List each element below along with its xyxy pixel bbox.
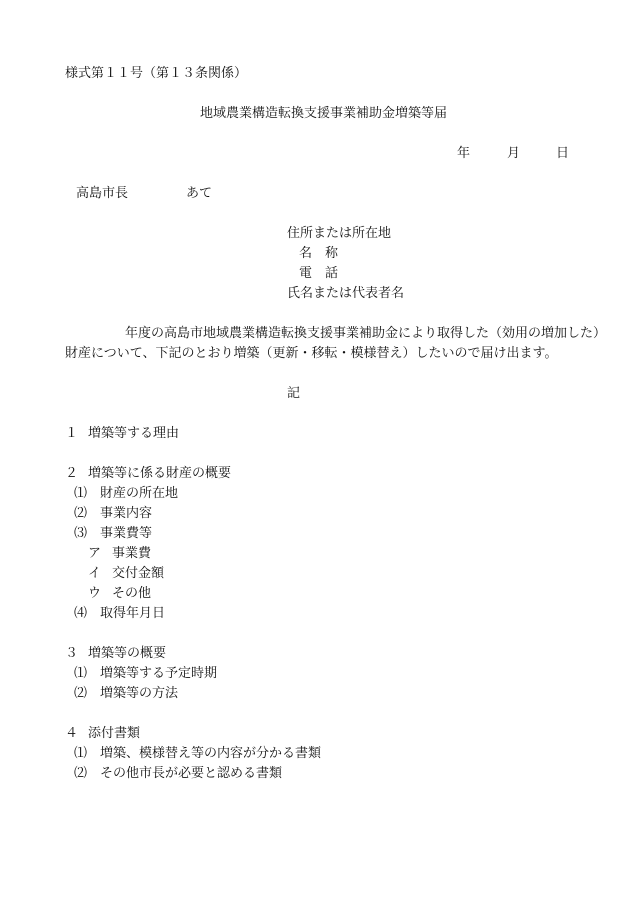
- section-4-title: 添付書類: [88, 726, 141, 741]
- body-line-1: 年度の高島市地域農業構造転換支援事業補助金により取得した（効用の増加した）: [125, 326, 607, 341]
- item-label: 事業費等: [100, 526, 153, 541]
- subitem-number: ウ: [88, 586, 102, 601]
- section-1-title: 増築等する理由: [88, 426, 180, 441]
- section-2-item-4: [74, 606, 165, 622]
- section-4-item-1: [74, 746, 321, 762]
- item-number: ⑴: [74, 486, 88, 501]
- item-number: ⑶: [74, 526, 88, 541]
- item-label: その他市長が必要と認める書類: [100, 766, 283, 781]
- subitem-number: イ: [88, 566, 102, 581]
- item-number: ⑷: [74, 606, 88, 621]
- section-2-subitem-a: [88, 546, 151, 562]
- item-number: ⑴: [74, 746, 88, 761]
- section-3-heading: [65, 646, 166, 662]
- section-2-subitem-u: [88, 586, 151, 602]
- section-4-heading: [65, 726, 140, 742]
- section-2-heading: [65, 466, 231, 482]
- date-month-label: 月: [507, 146, 521, 161]
- section-2-number: ２: [65, 466, 79, 481]
- item-label: 事業内容: [100, 506, 153, 521]
- document-title: 地域農業構造転換支援事業補助金増築等届: [200, 106, 448, 121]
- item-number: ⑴: [74, 666, 88, 681]
- section-1-number: １: [65, 426, 79, 441]
- item-number: ⑵: [74, 686, 88, 701]
- section-4-number: ４: [65, 726, 79, 741]
- section-2-title: 増築等に係る財産の概要: [88, 466, 232, 481]
- section-3-title: 増築等の概要: [88, 646, 167, 661]
- form-number: 様式第１１号（第１３条関係）: [65, 66, 248, 81]
- section-3-item-1: [74, 666, 217, 682]
- section-1-heading: [65, 426, 179, 442]
- section-3-number: ３: [65, 646, 79, 661]
- item-number: ⑵: [74, 766, 88, 781]
- subitem-label: その他: [112, 586, 152, 601]
- addressee-suffix: あて: [186, 186, 213, 201]
- section-4-item-2: [74, 766, 282, 782]
- item-label: 増築等の方法: [100, 686, 179, 701]
- subitem-number: ア: [88, 546, 102, 561]
- item-label: 増築、模様替え等の内容が分かる書類: [100, 746, 322, 761]
- section-2-subitem-i: [88, 566, 164, 582]
- applicant-representative-label: 氏名または代表者名: [287, 286, 405, 301]
- body-line-2: 財産について、下記のとおり増築（更新・移転・模様替え）したいので届け出ます。: [65, 346, 558, 361]
- section-2-item-1: [74, 486, 178, 502]
- date-day-label: 日: [556, 146, 570, 161]
- section-2-item-2: [74, 506, 152, 522]
- section-2-item-3: [74, 526, 152, 542]
- applicant-address-label: 住所または所在地: [287, 226, 392, 241]
- item-label: 取得年月日: [100, 606, 166, 621]
- item-label: 財産の所在地: [100, 486, 179, 501]
- subitem-label: 事業費: [112, 546, 152, 561]
- section-3-item-2: [74, 686, 178, 702]
- addressee-name: 高島市長: [76, 186, 129, 201]
- applicant-phone-label: 電 話: [299, 266, 339, 281]
- ki-heading: 記: [287, 386, 301, 401]
- subitem-label: 交付金額: [112, 566, 165, 581]
- date-year-label: 年: [457, 146, 471, 161]
- item-number: ⑵: [74, 506, 88, 521]
- applicant-name-label: 名 称: [299, 246, 339, 261]
- item-label: 増築等する予定時期: [100, 666, 218, 681]
